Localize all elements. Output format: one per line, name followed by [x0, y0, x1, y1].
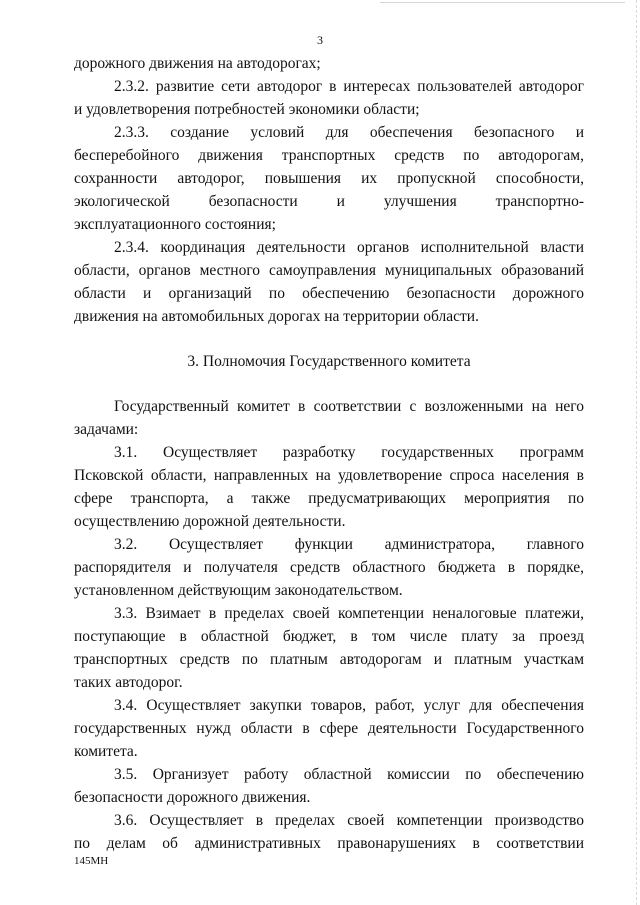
paragraph-line: 3.4. Осуществляет закупки товаров, работ, услуг для обеспечения	[114, 697, 584, 714]
paragraph-line: комитета.	[74, 743, 138, 760]
paragraph-line: Государственный комитет в соответствии с возложенными на него	[114, 398, 584, 415]
paragraph-line: транспортных средств по платным автодорогам и платным участкам	[74, 651, 584, 668]
scan-artifact-top	[380, 2, 625, 3]
paragraph-line: таких автодорог.	[74, 674, 183, 691]
paragraph-line: эксплуатационного состояния;	[74, 216, 276, 233]
paragraph-line: 2.3.2. развитие сети автодорог в интересах пользователей автодорог	[114, 78, 584, 95]
paragraph-line: задачами:	[74, 421, 139, 438]
paragraph-line: государственных нужд области в сфере деятельности Государственного	[74, 720, 584, 737]
paragraph-line: 2.3.4. координация деятельности органов исполнительной власти	[114, 239, 584, 256]
paragraph-line: области, органов местного самоуправления муниципальных образований	[74, 262, 584, 279]
paragraph-line: 3.1. Осуществляет разработку государственных программ	[114, 444, 584, 461]
paragraph-line: сохранности автодорог, повышения их пропускной способности,	[74, 170, 584, 187]
paragraph-line: по делам об административных правонарушениях в соответствии	[74, 835, 584, 852]
paragraph-line: Псковской области, направленных на удовлетворение спроса населения в	[74, 467, 584, 484]
paragraph-line: сфере транспорта, а также предусматривающих мероприятия по	[74, 490, 584, 507]
paragraph-line: и удовлетворения потребностей экономики области;	[74, 101, 420, 118]
page-number: 3	[317, 33, 323, 47]
document-body	[74, 52, 584, 855]
section-heading: 3. Полномочия Государственного комитета	[187, 353, 471, 370]
paragraph-line: 2.3.3. создание условий для обеспечения безопасного и	[114, 124, 584, 141]
paragraph-line: области и организаций по обеспечению безопасности дорожного	[74, 285, 584, 302]
paragraph-line: 3.3. Взимает в пределах своей компетенции неналоговые платежи,	[114, 605, 584, 622]
paragraph-line: 3.2. Осуществляет функции администратора, главного	[114, 536, 584, 553]
paragraph-line: дорожного движения на автодорогах;	[74, 55, 321, 72]
paragraph-line: движения на автомобильных дорогах на территории области.	[74, 308, 479, 325]
paragraph-line: экологической безопасности и улучшения транспортно-	[74, 193, 584, 210]
document-code: 145МН	[74, 855, 109, 867]
paragraph-line: установленном действующим законодательством.	[74, 582, 403, 599]
paragraph-line: безопасности дорожного движения.	[74, 789, 311, 806]
paragraph-line: бесперебойного движения транспортных средств по автодорогам,	[74, 147, 584, 164]
paragraph-line: осуществлению дорожной деятельности.	[74, 513, 346, 530]
scan-artifact-edge	[634, 0, 637, 905]
paragraph-line: распорядителя и получателя средств областного бюджета в порядке,	[74, 559, 584, 576]
paragraph-line: 3.6. Осуществляет в пределах своей компетенции производство	[114, 812, 584, 829]
paragraph-line: 3.5. Организует работу областной комиссии по обеспечению	[114, 766, 584, 783]
paragraph-line: поступающие в областной бюджет, в том числе плату за проезд	[74, 628, 584, 645]
